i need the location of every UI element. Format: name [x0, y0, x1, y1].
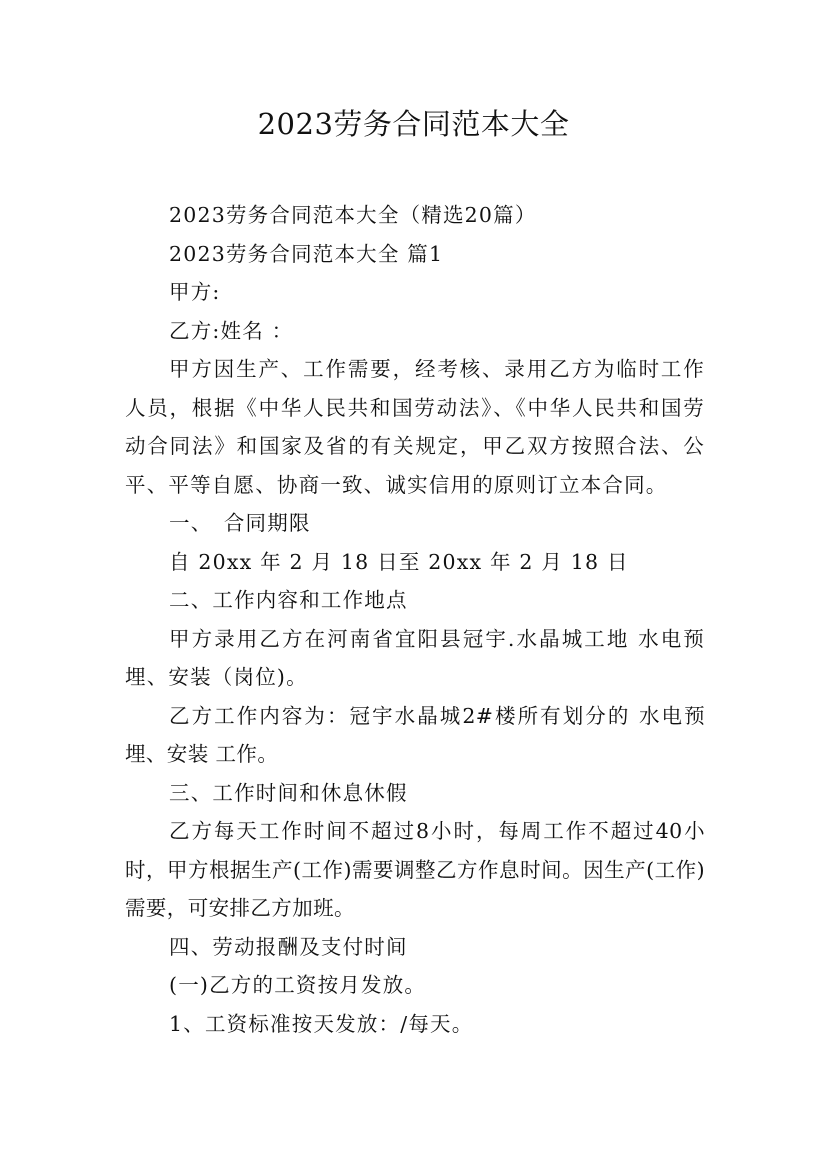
- clause-heading-pay: 四、劳动报酬及支付时间: [169, 934, 408, 959]
- pay-monthly-line: (一)乙方的工资按月发放。: [169, 973, 427, 997]
- party-b-line: 乙方:姓名 ：: [169, 318, 294, 343]
- work-content-paragraph: 乙方工作内容为：冠宇水晶城2#楼所有划分的 水电预埋、安装 工作。: [125, 703, 705, 766]
- clause-heading-hours: 三、工作时间和休息休假: [169, 780, 408, 805]
- section-heading: 2023劳务合同范本大全 篇1: [169, 241, 444, 266]
- pay-daily-line: 1、工资标准按天发放：/每天。: [169, 1011, 474, 1036]
- document-body: [125, 196, 705, 1043]
- intro-paragraph: 甲方因生产、工作需要，经考核、录用乙方为临时工作人员，根据《中华人民共和国劳动法》、《中华人民共和国劳动合同法》和国家及省的有关规定，甲乙双方按照合法、公平、平等自愿、协商一致、诚实信用的原则订立本合同。: [125, 357, 705, 497]
- clause-heading-term: 一、 合同期限: [169, 511, 311, 535]
- work-location-paragraph: 甲方录用乙方在河南省宜阳县冠宇.水晶城工地 水电预埋、安装（岗位)。: [125, 626, 705, 689]
- term-dates: 自 20xx 年 2 月 18 日至 20xx 年 2 月 18 日: [169, 549, 629, 574]
- clause-heading-work: 二、工作内容和工作地点: [169, 588, 408, 612]
- subtitle-line: 2023劳务合同范本大全（精选20篇）: [169, 203, 537, 227]
- party-a-line: 甲方:: [169, 280, 221, 304]
- document-title: 2023劳务合同范本大全: [257, 107, 570, 141]
- work-hours-paragraph: 乙方每天工作时间不超过8小时，每周工作不超过40小时，甲方根据生产(工作)需要调整乙方作息时间。因生产(工作)需要，可安排乙方加班。: [125, 819, 705, 920]
